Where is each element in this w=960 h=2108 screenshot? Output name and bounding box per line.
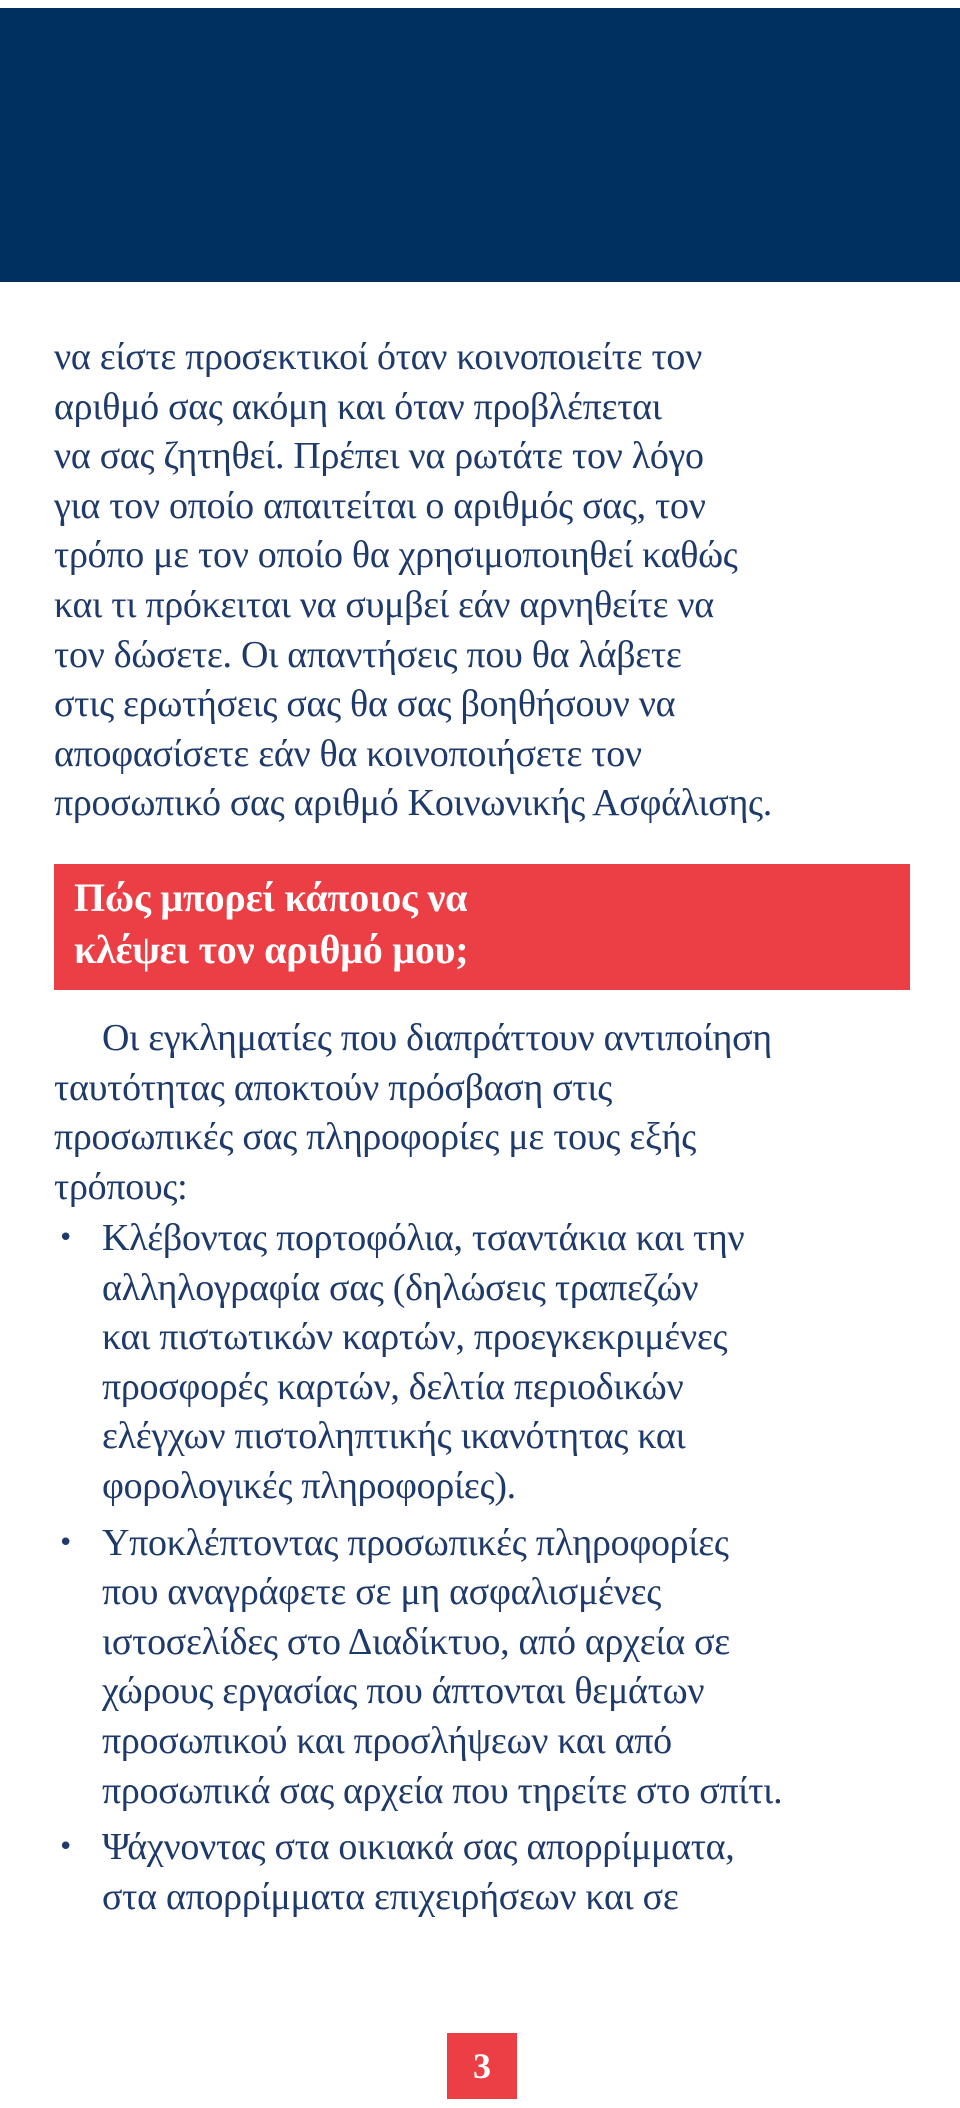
page-number: 3 xyxy=(447,2033,517,2099)
body-line: Οι εγκληματίες που διαπράττουν αντιποίηση xyxy=(102,1017,772,1059)
bullet-line: προσφορές καρτών, δελτία περιοδικών xyxy=(102,1365,684,1408)
bullet-line: χώρους εργασίας που άπτονται θεμάτων xyxy=(102,1670,705,1713)
bullet-item xyxy=(54,1823,934,1922)
bullet-line: στα απορρίμματα επιχειρήσεων και σε xyxy=(102,1875,679,1918)
bullet-line: προσωπικού και προσλήψεων και από xyxy=(102,1719,672,1762)
intro-line: τρόπο με τον οποίο θα χρησιμοποιηθεί καθώς xyxy=(54,534,738,577)
intro-line: για τον οποίο απαιτείται ο αριθμός σας, τον xyxy=(54,484,706,527)
section-heading xyxy=(54,864,910,990)
intro-line: τον δώσετε. Οι απαντήσεις που θα λάβετε xyxy=(54,633,682,676)
intro-paragraph xyxy=(54,333,934,829)
bullet-icon: • xyxy=(58,1832,74,1863)
bullet-item xyxy=(54,1214,934,1512)
intro-line: στις ερωτήσεις σας θα σας βοηθήσουν να xyxy=(54,683,676,726)
body-paragraph xyxy=(54,1014,934,1212)
bullet-item xyxy=(54,1519,934,1817)
bullet-line: προσωπικά σας αρχεία που τηρείτε στο σπίτι. xyxy=(102,1769,783,1812)
bullet-line: Υποκλέπτοντας προσωπικές πληροφορίες xyxy=(102,1521,729,1564)
bullet-line: φορολογικές πληροφορίες). xyxy=(102,1464,516,1507)
intro-line: αποφασίσετε εάν θα κοινοποιήσετε τον xyxy=(54,732,642,775)
intro-line: προσωπικό σας αριθμό Κοινωνικής Ασφάλισης. xyxy=(54,782,772,825)
bullet-line: ελέγχων πιστοληπτικής ικανότητας και xyxy=(102,1415,686,1458)
bullet-line: που αναγράφετε σε μη ασφαλισμένες xyxy=(102,1571,661,1614)
bullet-line: Κλέβοντας πορτοφόλια, τσαντάκια και την xyxy=(102,1217,745,1259)
header-band xyxy=(0,8,960,282)
body-line: τρόπους: xyxy=(54,1165,188,1208)
bullet-line: ιστοσελίδες στο Διαδίκτυο, από αρχεία σε xyxy=(102,1620,730,1663)
intro-line: να είστε προσεκτικοί όταν κοινοποιείτε τον xyxy=(54,336,703,378)
bullet-line: Ψάχνοντας στα οικιακά σας απορρίμματα, xyxy=(102,1826,735,1869)
bullet-line: αλληλογραφία σας (δηλώσεις τραπεζών xyxy=(102,1266,699,1309)
intro-line: αριθμό σας ακόμη και όταν προβλέπεται xyxy=(54,385,662,428)
body-line: προσωπικές σας πληροφορίες με τους εξής xyxy=(54,1116,696,1159)
section-heading-line: κλέψει τον αριθμό μου; xyxy=(74,927,469,972)
body-line: ταυτότητας αποκτούν πρόσβαση στις xyxy=(54,1066,613,1109)
bullet-icon: • xyxy=(58,1223,74,1253)
bullet-list xyxy=(54,1214,934,1929)
section-heading-line: Πώς μπορεί κάποιος να xyxy=(74,875,468,920)
bullet-line: και πιστωτικών καρτών, προεγκεκριμένες xyxy=(102,1316,728,1359)
intro-line: και τι πρόκειται να συμβεί εάν αρνηθείτε να xyxy=(54,583,714,626)
intro-line: να σας ζητηθεί. Πρέπει να ρωτάτε τον λόγο xyxy=(54,435,704,478)
bullet-icon: • xyxy=(58,1527,74,1558)
